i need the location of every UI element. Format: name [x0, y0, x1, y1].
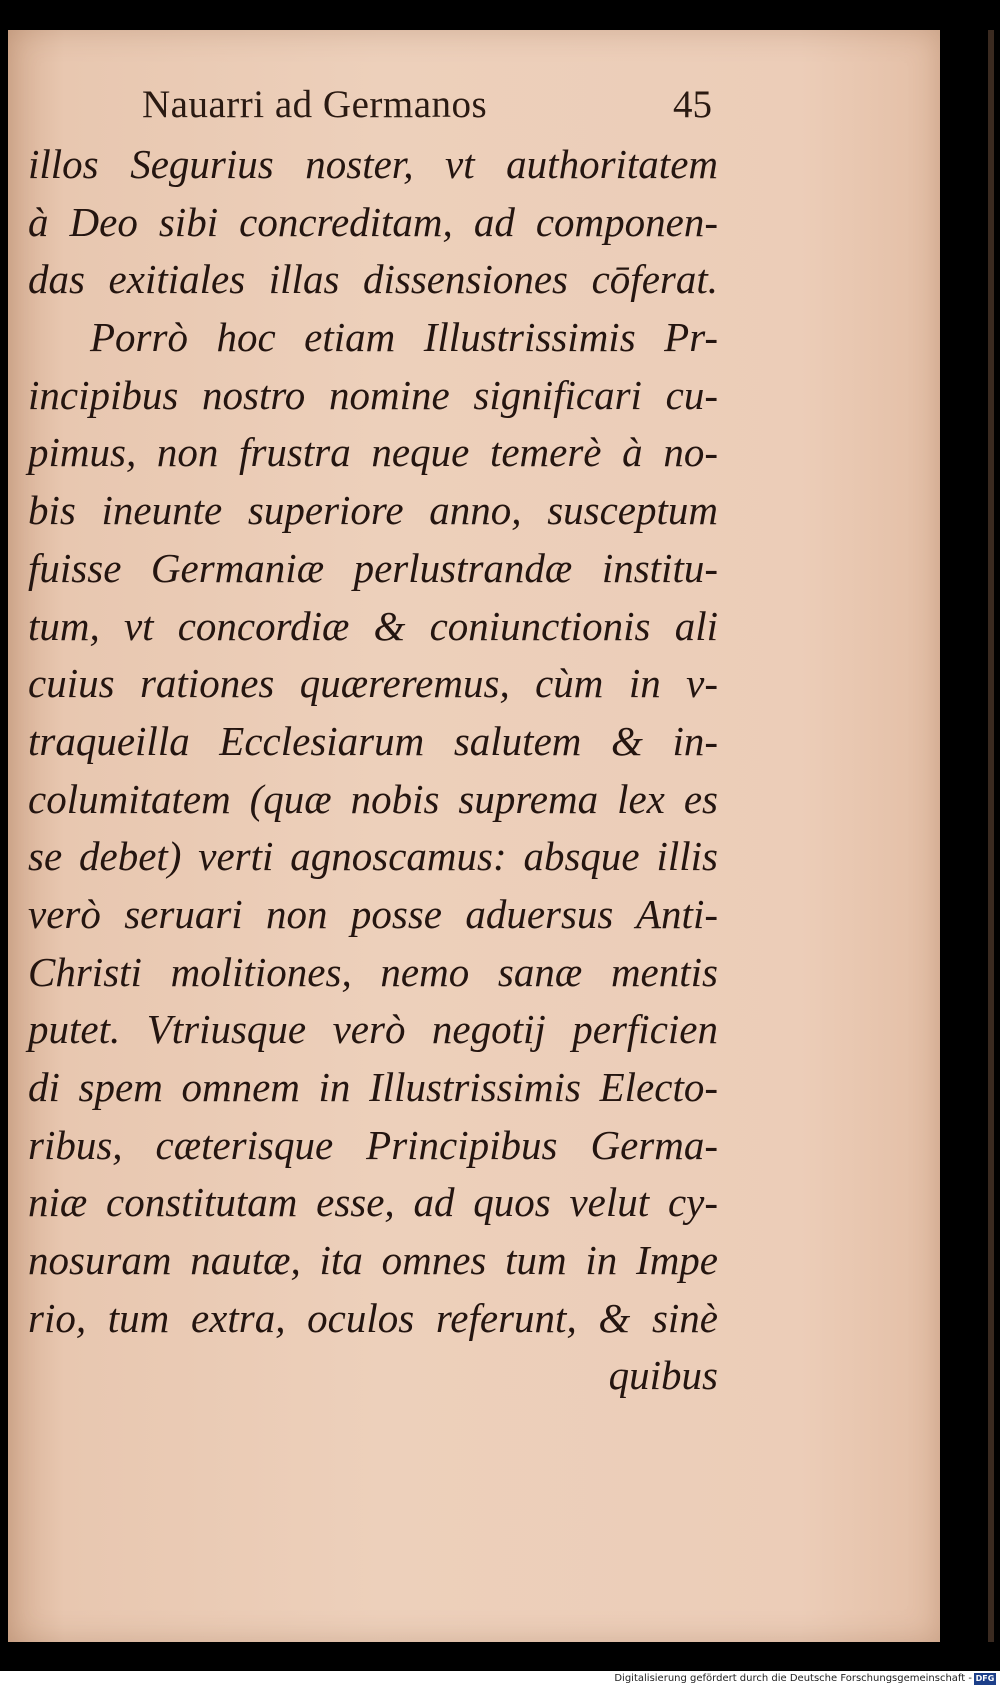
- text-line: rio, tum extra, oculos referunt, & sinè: [28, 1294, 718, 1341]
- text-line: Christi molitiones, nemo sanæ mentis: [28, 948, 718, 995]
- body-text: [28, 136, 718, 1405]
- text-line: incipibus nostro nomine significari cu-: [28, 371, 718, 418]
- text-line: traqueilla Ecclesiarum salutem & in-: [28, 717, 718, 764]
- text-line: verò seruari non posse aduersus Anti-: [28, 890, 718, 937]
- text-line: columitatem (quæ nobis suprema lex es: [28, 775, 718, 822]
- text-line: se debet) verti agnoscamus: absque illis: [28, 833, 718, 880]
- digitization-footer: [0, 1671, 1000, 1688]
- text-line: bis ineunte superiore anno, susceptum: [28, 487, 718, 534]
- text-line: cuius rationes quæreremus, cùm in v-: [28, 660, 718, 707]
- text-line: nosuram nautæ, ita omnes tum in Impe: [28, 1237, 718, 1284]
- text-line: das exitiales illas dissensiones cōferat.: [28, 256, 718, 303]
- running-title: Nauarri ad Germanos: [142, 83, 488, 126]
- running-header: [142, 82, 712, 132]
- text-line: à Deo sibi concreditam, ad componen-: [28, 198, 718, 245]
- text-line: fuisse Germaniæ perlustrandæ institu-: [28, 544, 718, 591]
- text-line: Porrò hoc etiam Illustrissimis Pr-: [90, 314, 718, 361]
- page-edge: [988, 30, 994, 1642]
- text-line: tum, vt concordiæ & coniunctionis ali: [28, 602, 718, 649]
- text-line: putet. Vtriusque verò negotij perficien: [28, 1006, 718, 1053]
- page-number: 45: [673, 83, 712, 126]
- dfg-logo: DFG: [975, 1674, 995, 1683]
- text-line: illos Segurius noster, vt authoritatem: [28, 141, 718, 187]
- catchword: quibus: [608, 1352, 718, 1399]
- text-line: ribus, cæterisque Principibus Germa-: [28, 1121, 718, 1168]
- footer-credit: Digitalisierung gefördert durch die Deutsche Forschungsgemeinschaft -: [614, 1673, 972, 1684]
- text-line: niæ constitutam esse, ad quos velut cy-: [28, 1179, 718, 1226]
- text-line: pimus, non frustra neque temerè à no-: [28, 429, 718, 476]
- text-line: di spem omnem in Illustrissimis Electo-: [28, 1064, 718, 1110]
